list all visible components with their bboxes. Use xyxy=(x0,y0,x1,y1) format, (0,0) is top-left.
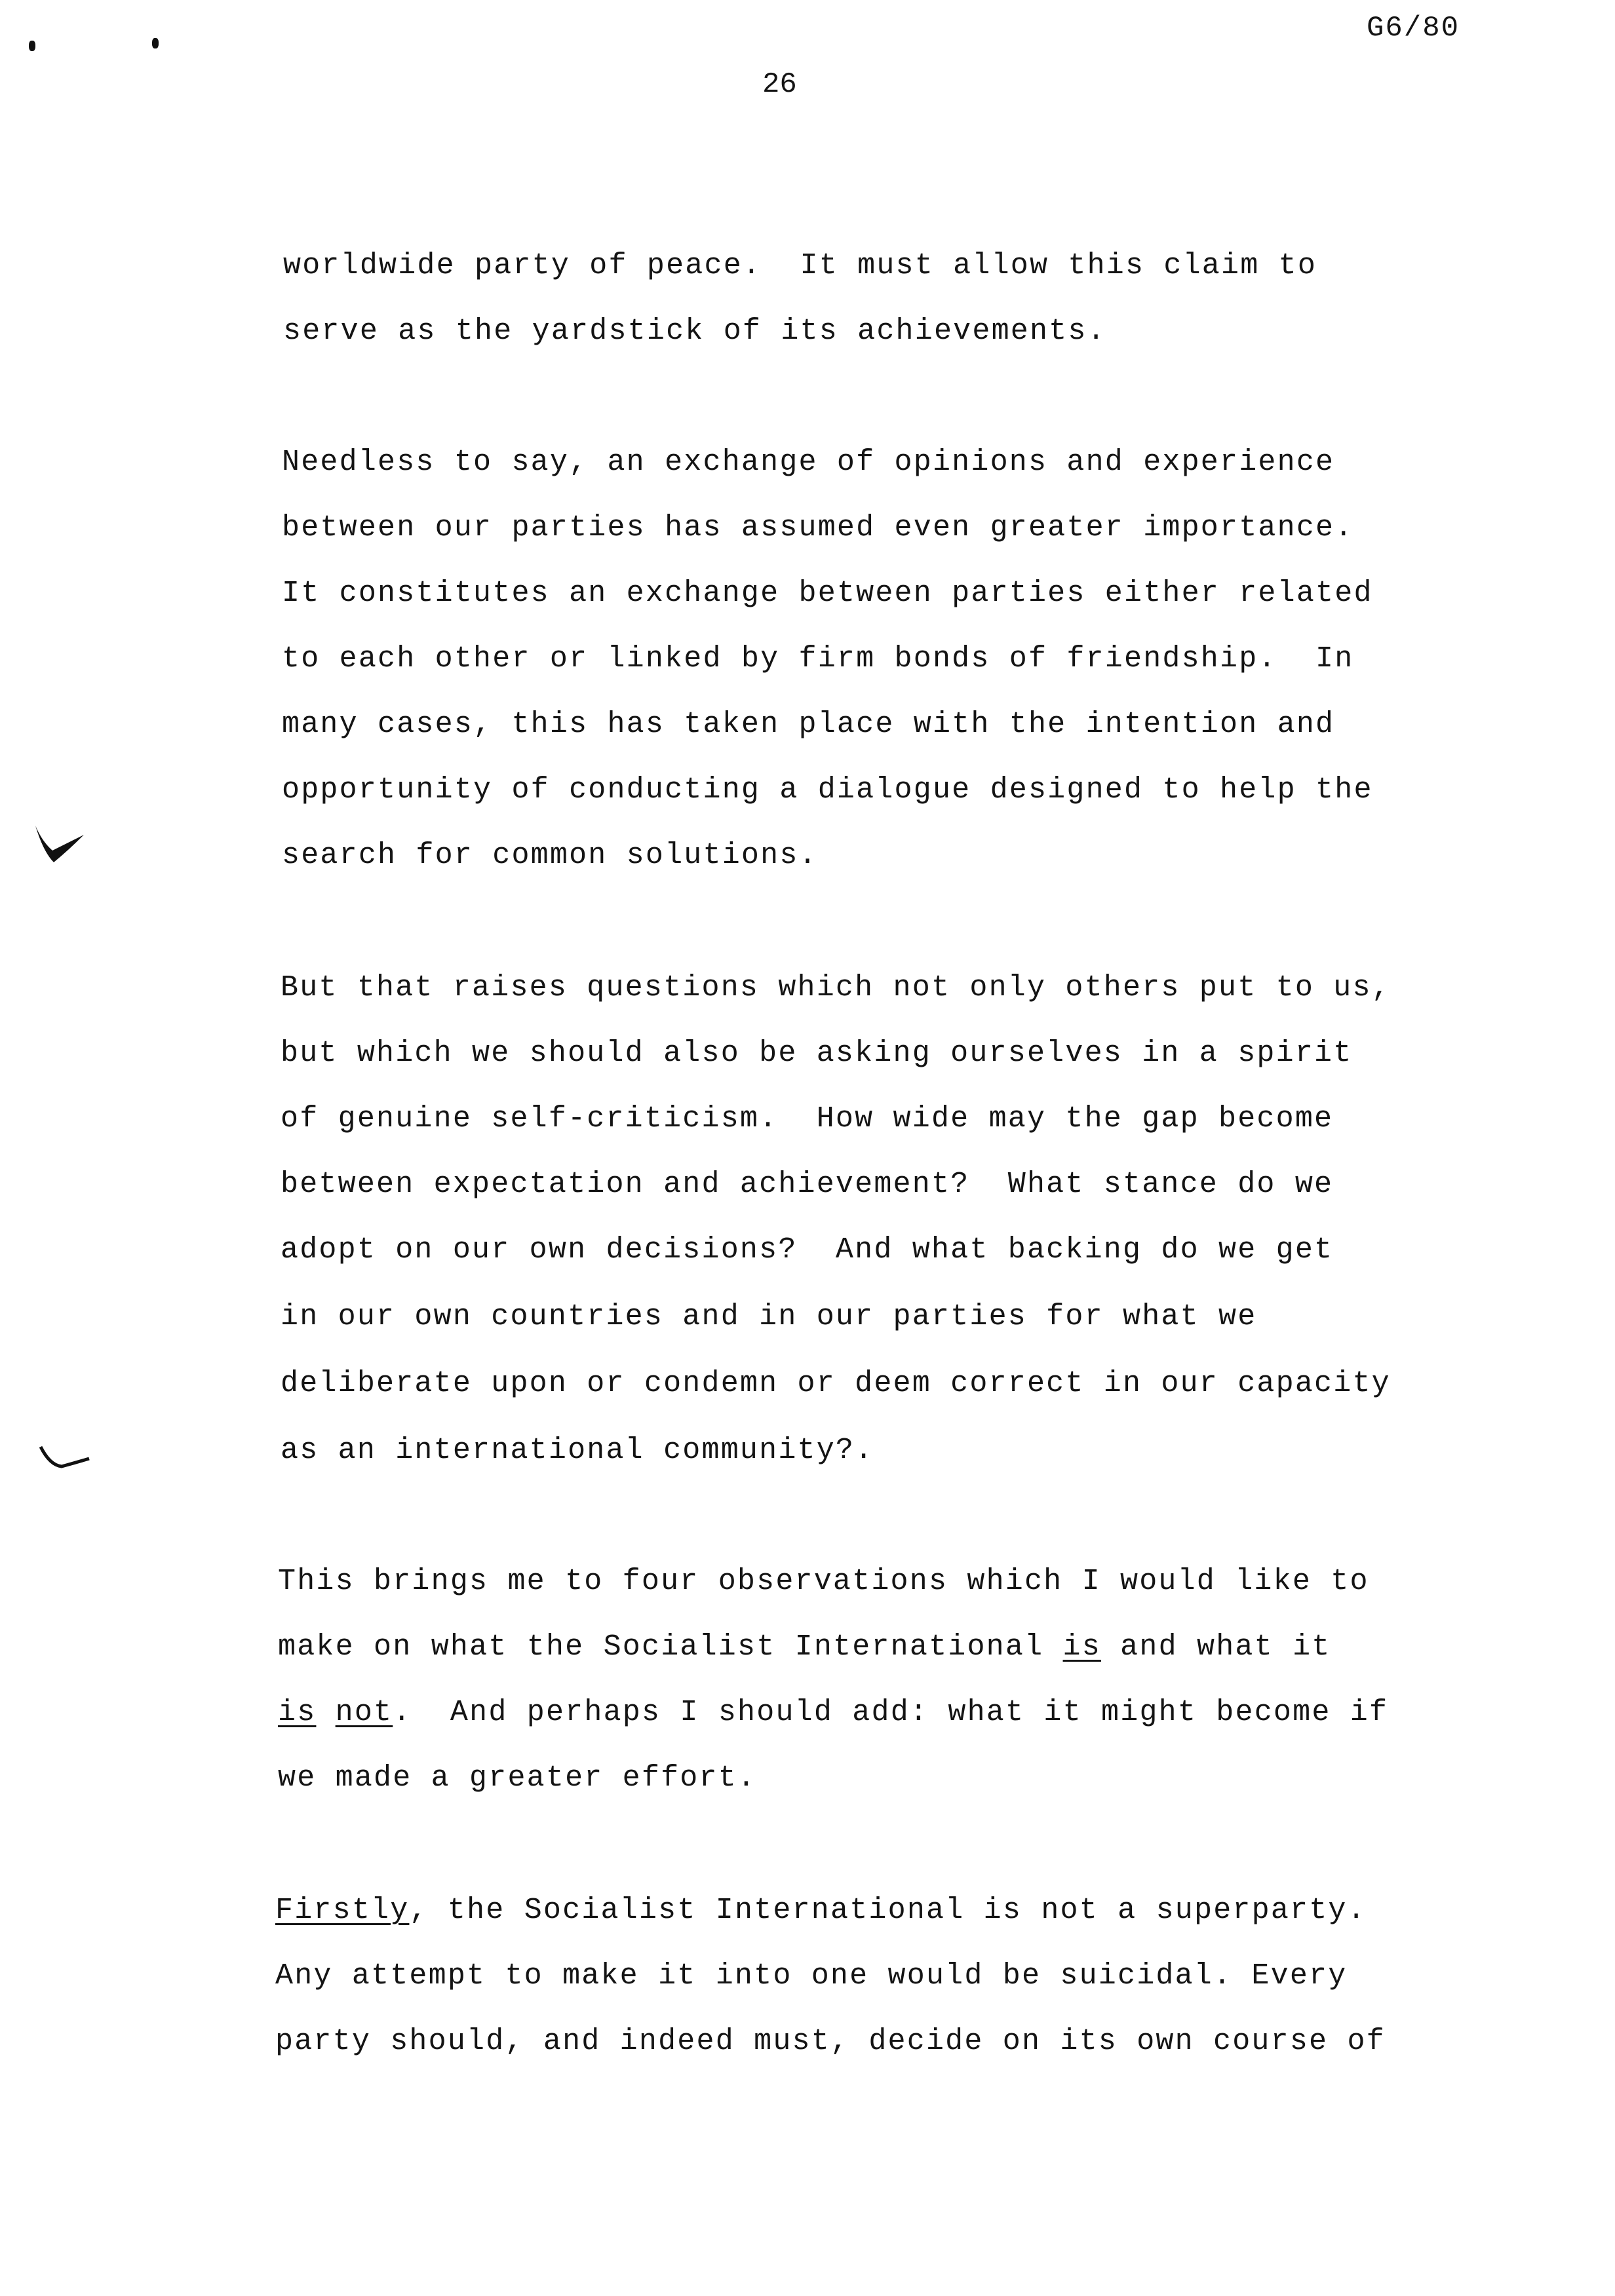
text-line: we made a greater effort. xyxy=(278,1761,757,1795)
text-line: adopt on our own decisions? And what backing do we get xyxy=(281,1233,1334,1267)
text-line: This brings me to four observations which I would like to xyxy=(278,1565,1369,1598)
margin-dot-mark xyxy=(29,41,35,51)
text-line: Needless to say, an exchange of opinions and experience xyxy=(282,446,1335,479)
text-line: make on what the Socialist International is and what it xyxy=(278,1630,1331,1664)
text-line: between our parties has assumed even greater importance. xyxy=(282,511,1354,545)
text-line: opportunity of conducting a dialogue designed to help the xyxy=(282,773,1373,807)
text-line: many cases, this has taken place with the intention and xyxy=(282,708,1335,741)
underlined-word: not xyxy=(335,1696,393,1729)
text-line: It constitutes an exchange between parties either related xyxy=(282,577,1373,610)
text-line: deliberate upon or condemn or deem correct in our capacity xyxy=(281,1367,1391,1400)
margin-tick-mark xyxy=(33,820,87,866)
page-number: 26 xyxy=(762,68,797,101)
text-line: of genuine self-criticism. How wide may the gap become xyxy=(281,1102,1334,1136)
text-line: Any attempt to make it into one would be suicidal. Every xyxy=(275,1959,1348,1993)
text-line: is not. And perhaps I should add: what it might become if xyxy=(278,1696,1389,1729)
text-line: in our own countries and in our parties for what we xyxy=(281,1300,1257,1333)
text-line: search for common solutions. xyxy=(282,839,818,872)
text-line: as an international community?. xyxy=(281,1434,874,1467)
text-line: to each other or linked by firm bonds of friendship. In xyxy=(282,642,1354,676)
text-line: party should, and indeed must, decide on its own course of xyxy=(275,2025,1386,2058)
text-line: worldwide party of peace. It must allow this claim to xyxy=(283,249,1317,282)
underlined-word: is xyxy=(278,1696,317,1729)
underlined-word: Firstly xyxy=(275,1894,410,1927)
text-line: serve as the yardstick of its achievements. xyxy=(283,315,1106,348)
text-line: between expectation and achievement? What stance do we xyxy=(281,1168,1334,1201)
document-reference: G6/80 xyxy=(1367,12,1460,45)
margin-dot-mark xyxy=(152,38,159,48)
margin-tick-mark xyxy=(38,1442,92,1474)
text-line: but which we should also be asking ourselves in a spirit xyxy=(281,1037,1353,1070)
underlined-word: is xyxy=(1062,1630,1101,1664)
text-line: Firstly, the Socialist International is not a superparty. xyxy=(275,1894,1367,1927)
text-line: But that raises questions which not only others put to us, xyxy=(281,971,1391,1004)
